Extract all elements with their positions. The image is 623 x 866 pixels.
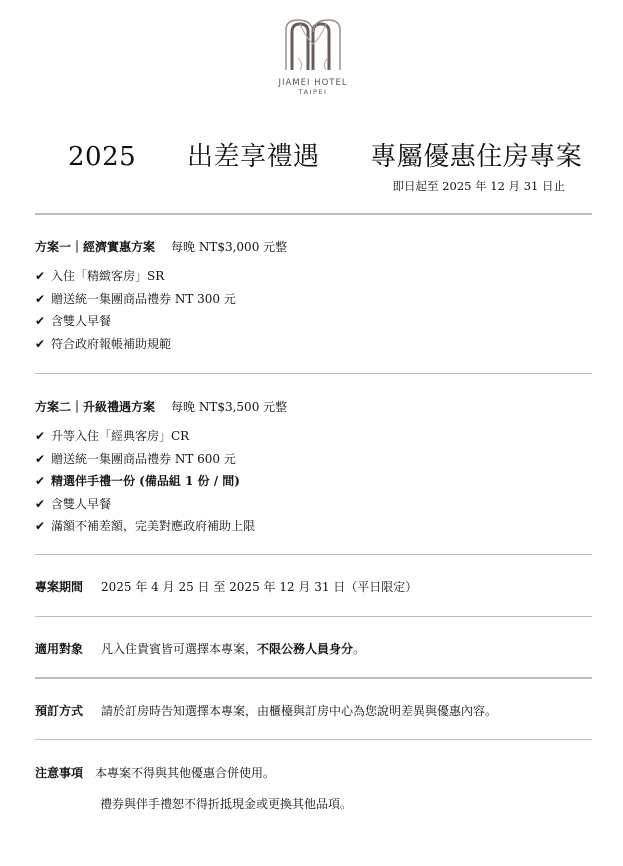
plan1-title: 方案一｜經濟實惠方案 <box>35 240 156 254</box>
list-item-text: 滿額不補差額，完美對應政府補助上限 <box>51 519 256 533</box>
hotel-logo <box>258 18 368 106</box>
divider <box>35 616 592 617</box>
hotel-logo-mark <box>278 18 348 76</box>
divider <box>35 739 592 740</box>
title-year: 2025 <box>68 142 137 172</box>
list-item-text: 精選伴手禮一份 (備品組 1 份 / 間) <box>51 474 240 488</box>
plan2-list <box>35 425 255 538</box>
list-item-text: 含雙人早餐 <box>51 314 112 328</box>
audience-value-post: 。 <box>353 642 366 656</box>
list-item-text: 含雙人早餐 <box>51 496 112 511</box>
list-item <box>35 265 236 288</box>
check-icon: ✔ <box>35 474 46 488</box>
check-icon: ✔ <box>35 429 46 443</box>
page-title <box>68 136 582 173</box>
audience-value <box>101 642 365 656</box>
notes-line1: 本專案不得與其他優惠合併使用。 <box>95 766 276 780</box>
plan2-heading <box>35 398 287 415</box>
plan2-title: 方案二｜升級禮遇方案 <box>35 400 156 414</box>
divider <box>35 554 592 555</box>
period-row <box>35 578 417 595</box>
list-item <box>35 470 255 493</box>
list-item <box>35 333 236 356</box>
list-item <box>35 310 236 333</box>
notes-row <box>35 764 275 781</box>
notes-line2: 禮券與伴手禮恕不得折抵現金或更換其他品項。 <box>100 797 353 811</box>
period-value: 2025 年 4 月 25 日 至 2025 年 12 月 31 日（平日限定） <box>101 580 418 594</box>
booking-value: 請於訂房時告知選擇本專案，由櫃檯與訂房中心為您說明差異與優惠內容。 <box>101 704 498 718</box>
check-icon: ✔ <box>35 269 46 283</box>
list-item <box>35 515 255 538</box>
audience-value-bold: 不限公務人員身分 <box>257 642 354 656</box>
divider <box>35 373 592 374</box>
list-item-text: 符合政府報帳補助規範 <box>51 336 172 351</box>
list-item-text: 贈送統一集團商品禮券 NT 600 元 <box>51 451 236 466</box>
notes-label: 注意事項 <box>35 766 84 780</box>
divider <box>35 677 592 679</box>
check-icon: ✔ <box>35 496 46 511</box>
logo-city: TAIPEI <box>298 88 328 96</box>
booking-row <box>35 702 497 719</box>
list-item-text: 升等入住「經典客房」CR <box>51 429 190 443</box>
title-part1: 出差享禮遇 <box>186 142 320 172</box>
plan1-list <box>35 265 236 355</box>
check-icon: ✔ <box>35 336 46 351</box>
list-item <box>35 288 236 311</box>
check-icon: ✔ <box>35 451 46 466</box>
list-item-text: 贈送統一集團商品禮券 NT 300 元 <box>51 291 236 306</box>
list-item <box>35 448 255 471</box>
list-item-text: 入住「精緻客房」SR <box>51 269 165 283</box>
divider <box>35 213 592 215</box>
plan1-heading <box>35 238 287 255</box>
booking-label: 預訂方式 <box>35 704 84 718</box>
check-icon: ✔ <box>35 314 46 328</box>
plan1-price: 每晚 NT$3,000 元整 <box>171 240 288 254</box>
check-icon: ✔ <box>35 291 46 306</box>
validity-period: 即日起至 2025 年 12 月 31 日止 <box>392 179 565 193</box>
plan2-price: 每晚 NT$3,500 元整 <box>171 400 288 414</box>
audience-label: 適用對象 <box>35 642 84 656</box>
audience-row <box>35 640 365 657</box>
period-label: 專案期間 <box>35 580 84 594</box>
title-part2: 專屬優惠住房專案 <box>370 142 583 172</box>
list-item <box>35 493 255 516</box>
audience-value-pre: 凡入住貴賓皆可選擇本專案， <box>101 642 258 656</box>
check-icon: ✔ <box>35 519 46 533</box>
list-item <box>35 425 255 448</box>
logo-hotel-name: JIAMEI HOTEL <box>278 78 348 88</box>
